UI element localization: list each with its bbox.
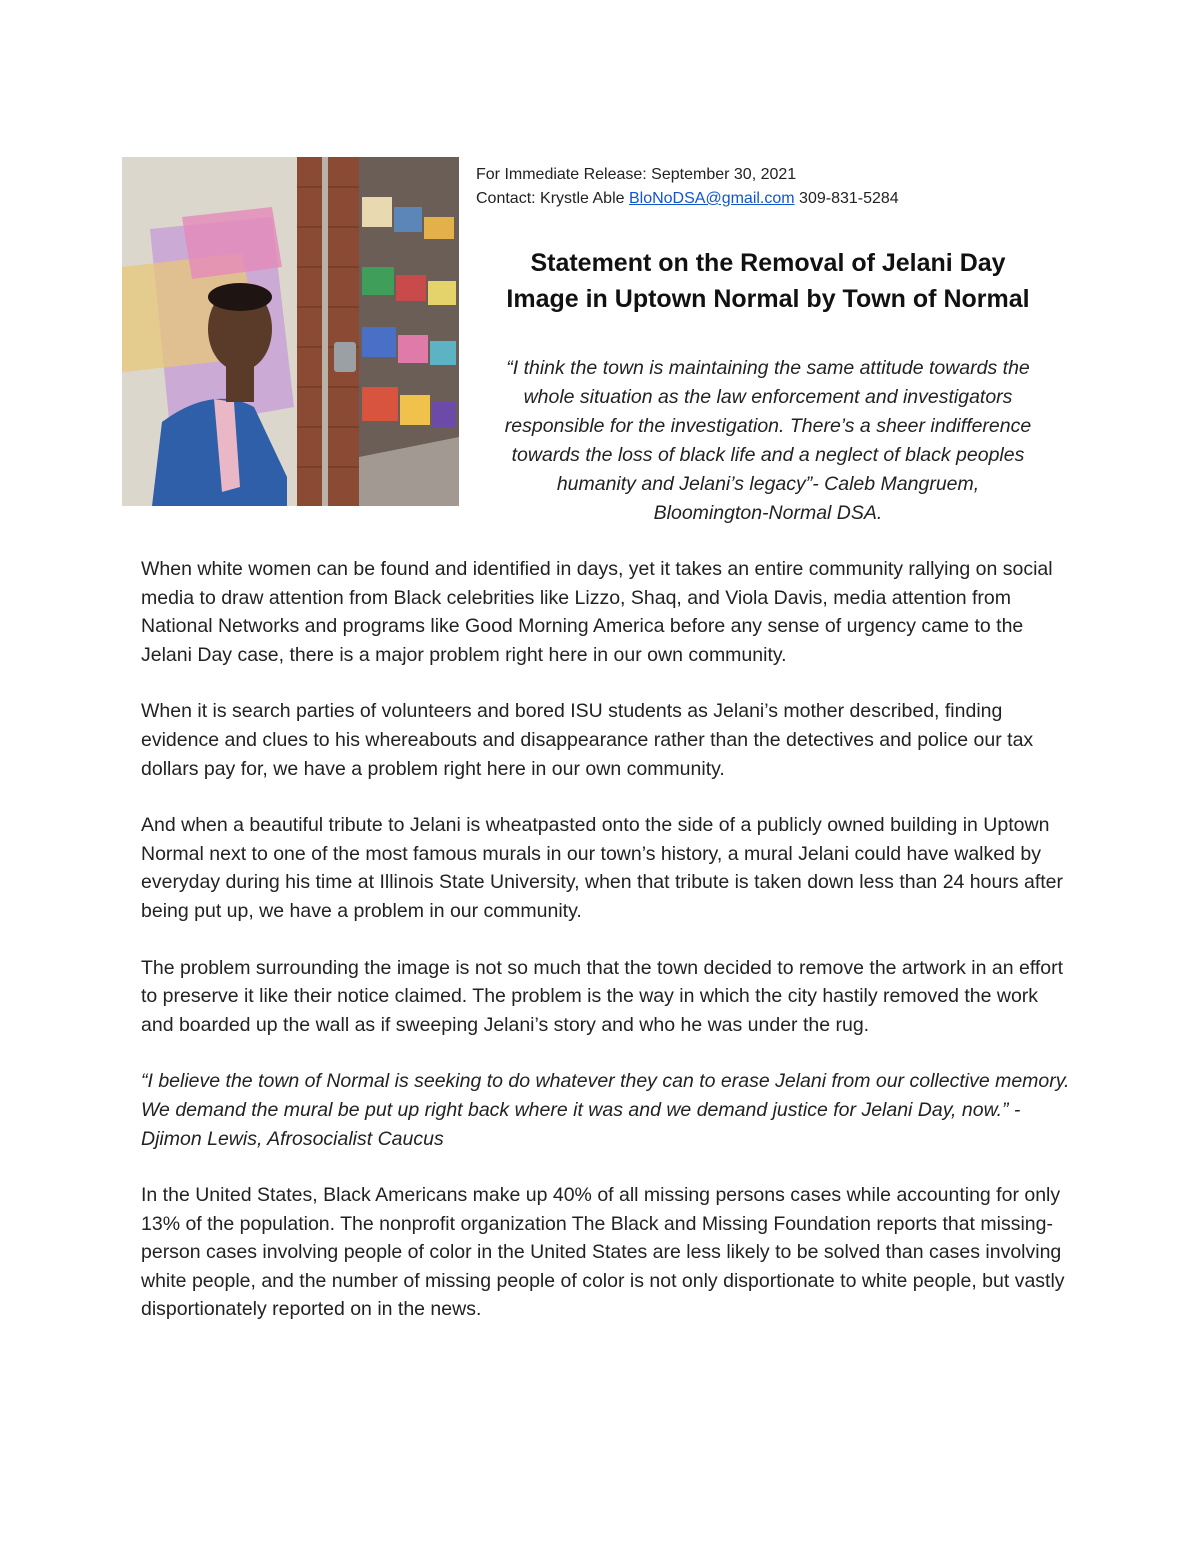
pull-quote-line: “I think the town is maintaining the same attitude towards the: [506, 357, 1030, 379]
pull-quote-line: towards the loss of black life and a neglect of black peoples: [511, 444, 1025, 466]
title-line: Image in Uptown Normal by Town of Normal: [506, 285, 1030, 313]
pull-quote: [470, 354, 1066, 528]
statement-body: [141, 555, 1071, 1352]
contact-line: [476, 187, 899, 211]
mural-photo: [122, 157, 459, 506]
pull-quote-line: humanity and Jelani’s legacy”- Caleb Mangruem,: [556, 473, 980, 495]
release-header: [476, 163, 899, 211]
pull-quote-line: responsible for the investigation. There’s a sheer indifference: [504, 415, 1032, 437]
body-paragraph: When white women can be found and identified in days, yet it takes an entire community rallying on social media to draw attention from Black celebrities like Lizzo, Shaq, and Viola Davis, media attention from National Networks and programs like Good Morning America before any sense of urgency came to the Jelani Day case, there is a major problem right here in our own community.: [141, 558, 1053, 666]
body-paragraph: The problem surrounding the image is not so much that the town decided to remove the artwork in an effort to preserve it like their notice claimed. The problem is the way in which the city hastily removed the work and boarded up the wall as if sweeping Jelani’s story and who he was under the rug.: [141, 956, 1064, 1036]
contact-email-link[interactable]: BloNoDSA@gmail.com: [628, 190, 795, 207]
release-date-line: For Immediate Release: September 30, 2021: [476, 166, 797, 183]
contact-phone: 309-831-5284: [799, 190, 899, 207]
body-paragraph: And when a beautiful tribute to Jelani is wheatpasted onto the side of a publicly owned building in Uptown Normal next to one of the most famous murals in our town’s history, a mural Jelani could have walked by everyday during his time at Illinois State University, when that tribute is taken down less than 24 hours after being put up, we have a problem in our community.: [141, 814, 1064, 922]
mural-illustration: [122, 157, 459, 506]
pull-quote-line: whole situation as the law enforcement and investigators: [523, 386, 1013, 408]
contact-name: Contact: Krystle Able: [476, 190, 625, 207]
page-title: [470, 245, 1066, 317]
body-paragraph: In the United States, Black Americans make up 40% of all missing persons cases while accounting for only 13% of the population. The nonprofit organization The Black and Missing Foundation reports that missing-person cases involving people of color in the United States are less likely to be solved than cases involving white people, and the number of missing people of color is not only disportionate to white people, but vastly disportionately reported on in the news.: [141, 1184, 1065, 1321]
quote-paragraph: “I believe the town of Normal is seeking to do whatever they can to erase Jelani from our collective memory. We demand the mural be put up right back where it was and we demand justice for Jelani Day, now.” -Djimon Lewis, Afrosocialist Caucus: [141, 1070, 1070, 1150]
pull-quote-line: Bloomington-Normal DSA.: [653, 502, 883, 524]
body-paragraph: When it is search parties of volunteers and bored ISU students as Jelani’s mother described, finding evidence and clues to his whereabouts and disappearance rather than the detectives and police our tax dollars pay for, we have a problem right here in our own community.: [141, 700, 1034, 780]
title-line: Statement on the Removal of Jelani Day: [530, 249, 1006, 277]
